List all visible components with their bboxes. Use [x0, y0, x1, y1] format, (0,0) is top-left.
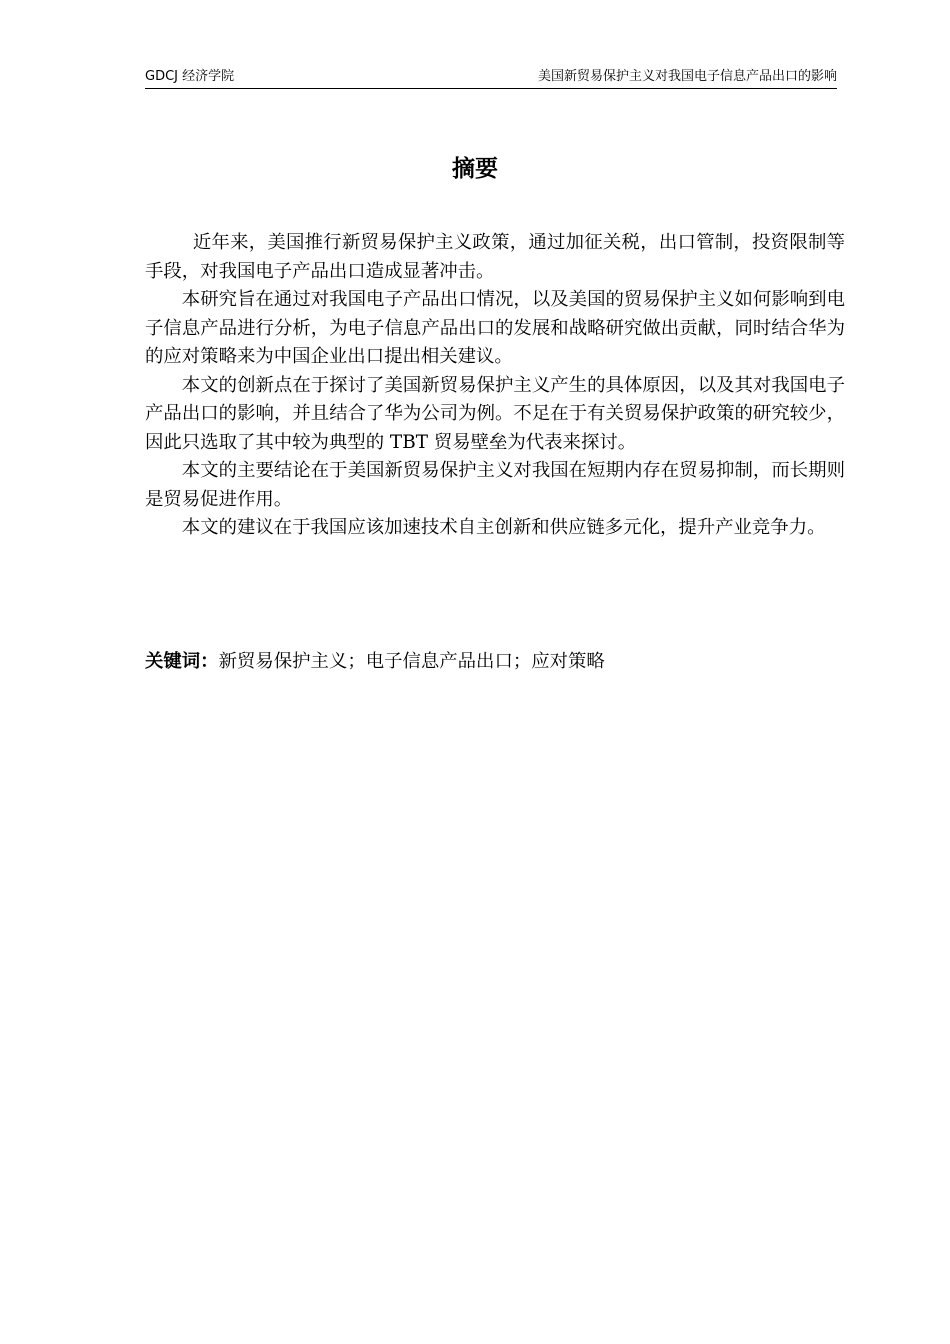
page-title: 摘要 — [452, 156, 498, 182]
abstract-paragraph: 本研究旨在通过对我国电子产品出口情况，以及美国的贸易保护主义如何影响到电子信息产品进行分析，为电子信息产品出口的发展和战略研究做出贡献，同时结合华为的应对策略来为中国企业出口提出相关建议。 — [145, 289, 845, 367]
abstract-paragraph: 本文的主要结论在于美国新贸易保护主义对我国在短期内存在贸易抑制，而长期则是贸易促进作用。 — [145, 460, 845, 510]
abstract-paragraph: 本文的创新点在于探讨了美国新贸易保护主义产生的具体原因，以及其对我国电子产品出口的影响，并且结合了华为公司为例。不足在于有关贸易保护政策的研究较少，因此只选取了其中较为典型的 TBT 贸易壁垒为代表来探讨。 — [145, 374, 845, 453]
abstract-paragraph: 本文的建议在于我国应该加速技术自主创新和供应链多元化，提升产业竞争力。 — [181, 517, 826, 538]
keywords-text: 新贸易保护主义；电子信息产品出口；应对策略 — [218, 651, 605, 672]
abstract-body — [145, 229, 845, 543]
keywords-label: 关键词： — [145, 651, 219, 672]
abstract-paragraph: 近年来，美国推行新贸易保护主义政策，通过加征关税，出口管制，投资限制等手段，对我国电子产品出口造成显著冲击。 — [145, 232, 845, 282]
header-right: 美国新贸易保护主义对我国电子信息产品出口的影响 — [537, 69, 837, 84]
page-header — [145, 68, 837, 89]
keywords-line — [145, 648, 845, 676]
header-left: GDCJ 经济学院 — [145, 69, 235, 84]
